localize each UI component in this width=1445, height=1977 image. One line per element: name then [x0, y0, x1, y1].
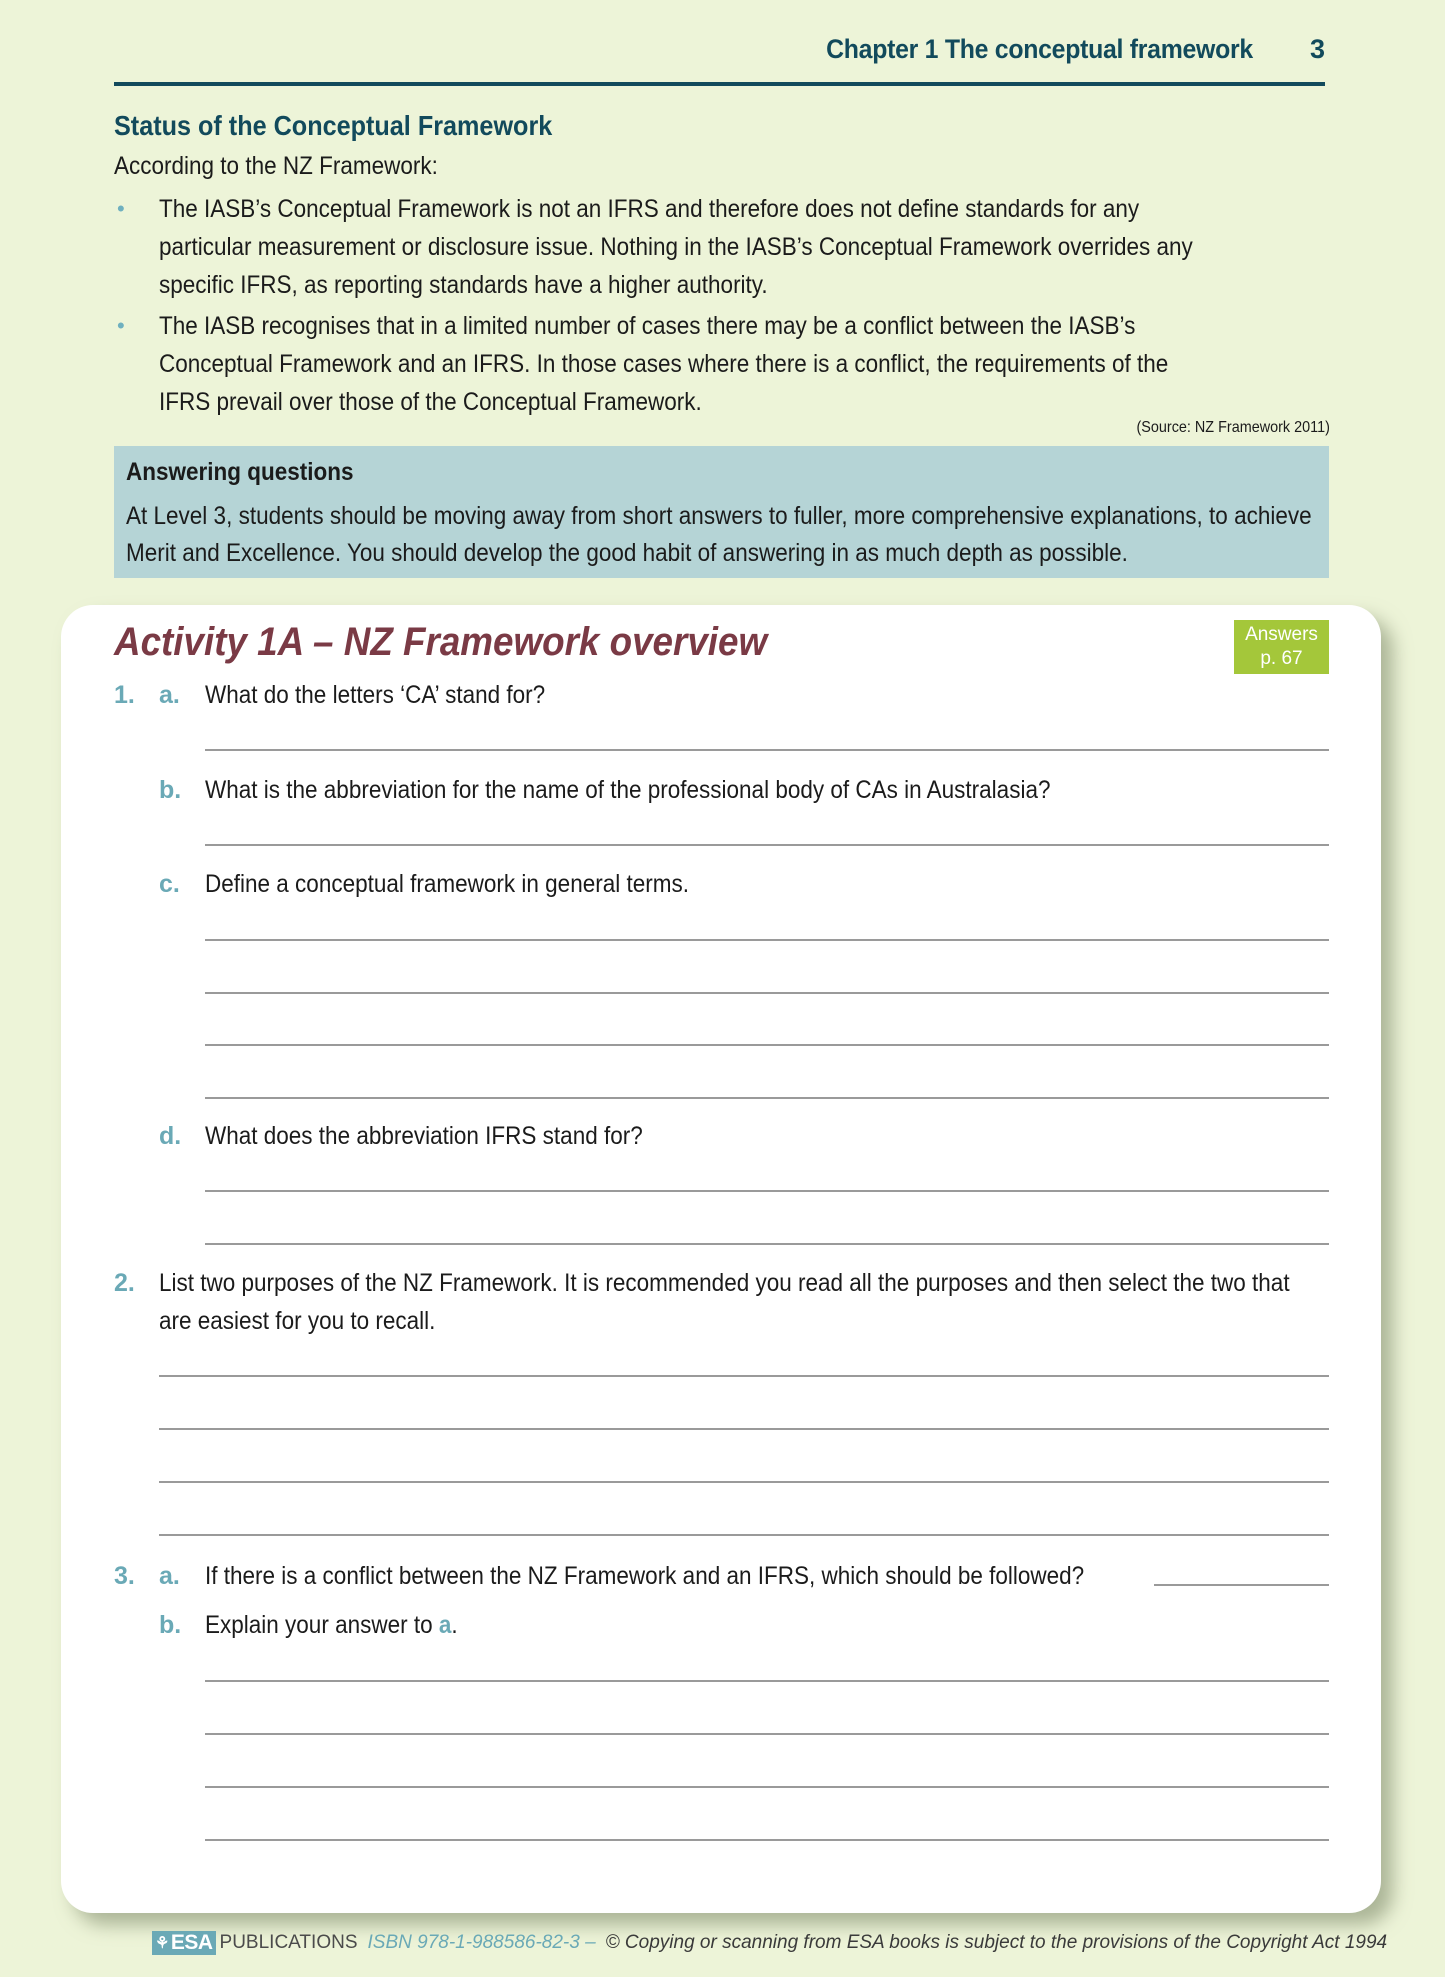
question-text: If there is a conflict between the NZ Framework and an IFRS, which should be followed? — [205, 1562, 1085, 1590]
answers-page: p. 67 — [1260, 648, 1303, 669]
bullet-text: The IASB’s Conceptual Framework is not an IFRS and therefore does not define standards for any particular measurement or disclosure issue. Nothing in the IASB’s Conceptual Framework overrides any specific IFRS, as reporting standards have a higher authority. — [159, 195, 1193, 299]
question-number: 3. — [114, 1562, 135, 1590]
answer-line[interactable] — [205, 1190, 1329, 1192]
question-text: List two purposes of the NZ Framework. It is recommended you read all the purposes and then select the two that are easiest for you to recall. — [159, 1269, 1290, 1335]
answer-line[interactable] — [205, 1839, 1329, 1841]
part-reference: a — [438, 1611, 452, 1639]
inline-answer-line[interactable] — [1154, 1584, 1329, 1586]
part-label: c. — [159, 870, 180, 898]
chapter-title: Chapter 1 The conceptual framework — [826, 34, 1253, 64]
answer-line[interactable] — [205, 749, 1329, 751]
answer-line[interactable] — [205, 1680, 1329, 1682]
part-label: b. — [159, 776, 182, 804]
source-citation: (Source: NZ Framework 2011) — [1136, 419, 1330, 436]
bullet-icon: • — [117, 313, 125, 338]
tip-box — [114, 446, 1329, 578]
part-label: d. — [159, 1122, 182, 1150]
question-number: 2. — [114, 1269, 135, 1297]
answer-line[interactable] — [205, 939, 1329, 941]
answer-line[interactable] — [205, 844, 1329, 846]
question-text: What do the letters ‘CA’ stand for? — [205, 681, 546, 709]
tip-body: At Level 3, students should be moving away from short answers to fuller, more comprehensive explanations, to achieve Merit and Excellence. You should develop the good habit of answering in as much depth as possible. — [126, 502, 1312, 567]
answer-line[interactable] — [159, 1428, 1329, 1430]
bullet-text: The IASB recognises that in a limited number of cases there may be a conflict between the IASB’s Conceptual Framework and an IFRS. In those cases where there is a conflict, the requirements of the IFRS prevail over those of the Conceptual Framework. — [159, 312, 1169, 416]
answer-line[interactable] — [159, 1375, 1329, 1377]
intro-text: According to the NZ Framework: — [114, 152, 438, 180]
answer-line[interactable] — [205, 1044, 1329, 1046]
bullet-list — [114, 190, 1334, 424]
section-heading: Status of the Conceptual Framework — [114, 110, 553, 141]
tree-icon: ⚘ — [155, 1935, 169, 1952]
answers-label: Answers — [1245, 624, 1318, 645]
question-text — [205, 1606, 458, 1644]
bullet-item — [114, 307, 1334, 421]
question-text-main: Explain your answer to — [205, 1611, 439, 1639]
answer-line[interactable] — [205, 1786, 1329, 1788]
answer-line[interactable] — [205, 1733, 1329, 1735]
tip-title: Answering questions — [126, 458, 354, 486]
activity-title: Activity 1A – NZ Framework overview — [114, 620, 768, 664]
question-2 — [114, 1264, 1354, 1344]
question-number: 1. — [114, 681, 135, 709]
bullet-item — [114, 190, 1334, 304]
part-label: a. — [159, 681, 180, 709]
isbn: ISBN 978-1-988586-82-3 – — [367, 1932, 596, 1953]
question-text: What does the abbreviation IFRS stand for? — [205, 1122, 643, 1150]
answer-line[interactable] — [205, 1097, 1329, 1099]
answers-badge — [1234, 620, 1329, 674]
bullet-icon: • — [117, 196, 125, 221]
answer-line[interactable] — [159, 1481, 1329, 1483]
question-text: What is the abbreviation for the name of the professional body of CAs in Australasia? — [205, 776, 1051, 804]
part-label: a. — [159, 1562, 180, 1590]
copyright-notice: © Copying or scanning from ESA books is subject to the provisions of the Copyright Act 1994 — [605, 1932, 1388, 1953]
part-label: b. — [159, 1611, 182, 1639]
publisher-name: PUBLICATIONS — [219, 1932, 358, 1953]
answer-line[interactable] — [159, 1534, 1329, 1536]
question-text: Define a conceptual framework in general terms. — [205, 870, 689, 898]
running-header — [114, 34, 1325, 86]
esa-logo — [152, 1931, 216, 1955]
logo-text: ESA — [170, 1931, 213, 1954]
page-number: 3 — [1309, 34, 1325, 64]
answer-line[interactable] — [205, 1243, 1329, 1245]
question-text-suffix: . — [451, 1611, 458, 1639]
answer-line[interactable] — [205, 992, 1329, 994]
footer — [152, 1930, 1387, 1956]
